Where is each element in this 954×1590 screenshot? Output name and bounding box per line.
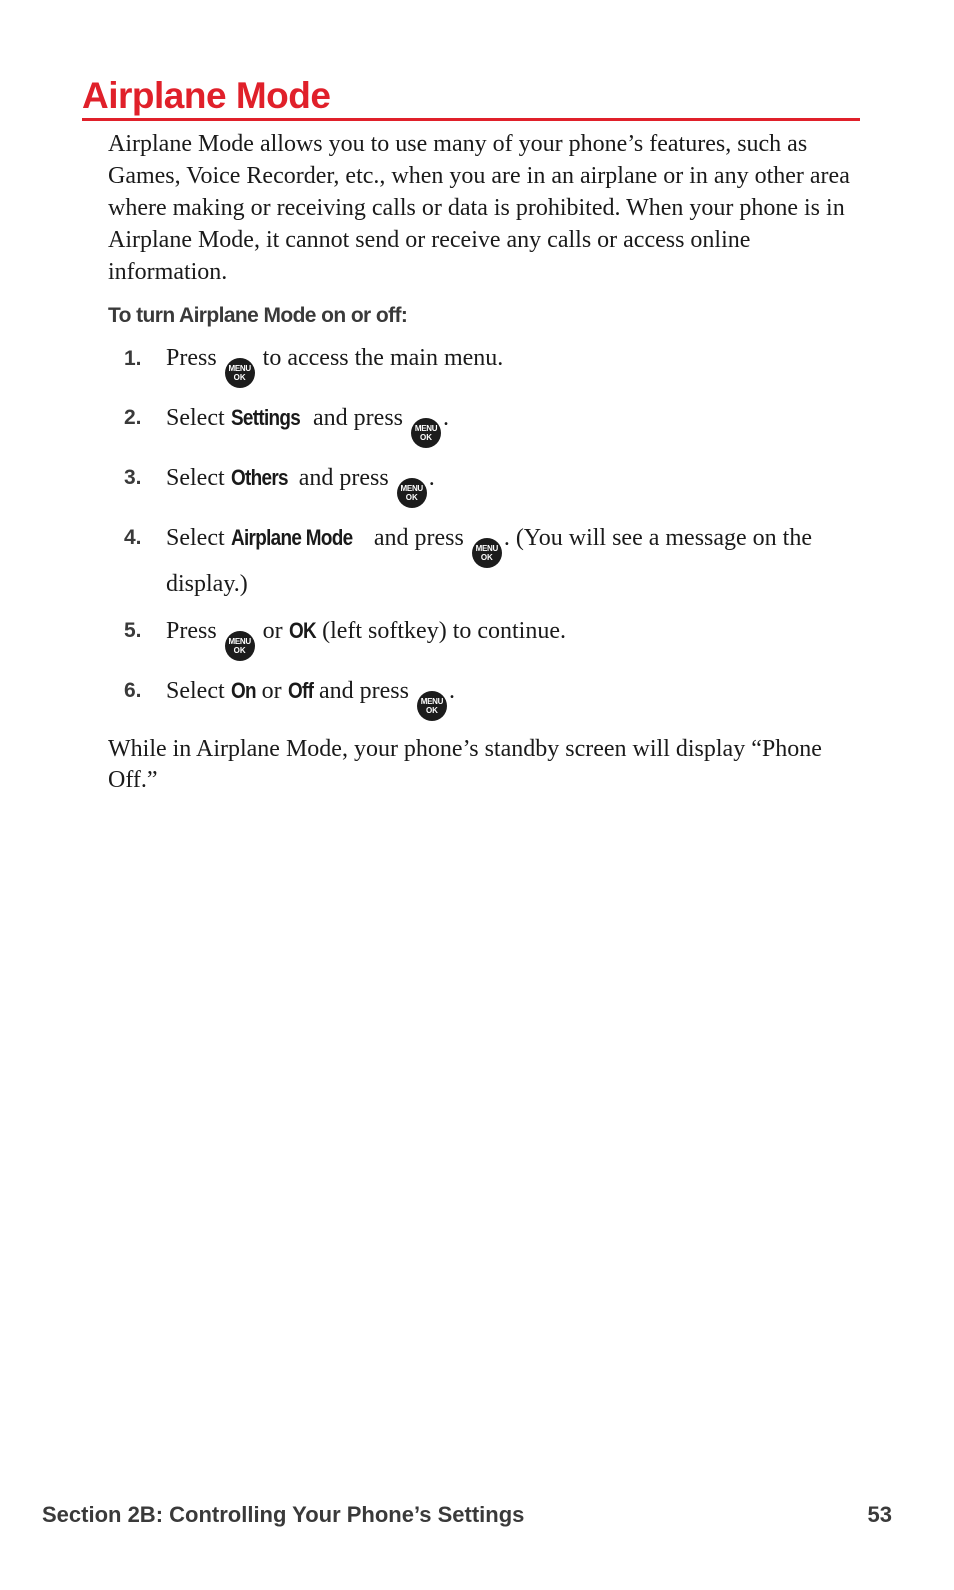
step-number: 3. <box>124 466 142 489</box>
page-content <box>108 128 860 796</box>
footer-section-title: Section 2B: Controlling Your Phone’s Settings <box>42 1502 525 1527</box>
step-text: Select <box>166 678 231 704</box>
step-6 <box>108 674 860 721</box>
softkey-ok: OK <box>288 618 316 643</box>
step-text: Select <box>166 405 231 431</box>
step-number: 5. <box>124 619 142 642</box>
step-number: 4. <box>124 526 142 549</box>
menu-ok-key-icon: MENU OK <box>397 478 427 508</box>
step-number: 1. <box>124 347 142 370</box>
step-text: Press <box>166 618 223 644</box>
step-text: Select <box>166 465 231 491</box>
menu-ok-key-icon: MENU OK <box>225 631 255 661</box>
step-text: to access the main menu. <box>256 345 504 371</box>
step-text: and press <box>367 525 470 551</box>
menu-ok-key-icon: MENU OK <box>225 358 255 388</box>
step-1 <box>108 342 860 388</box>
menu-option-off: Off <box>287 678 313 703</box>
step-text: and press <box>307 405 410 431</box>
instructions-heading: To turn Airplane Mode on or off: <box>108 304 408 327</box>
step-text: or <box>255 678 288 704</box>
menu-option-settings: Settings <box>230 405 300 430</box>
step-number: 6. <box>124 679 142 702</box>
step-text: Press <box>166 345 223 371</box>
step-text: (left softkey) to continue. <box>316 618 567 644</box>
page-title: Airplane Mode <box>82 75 331 116</box>
intro-paragraph: Airplane Mode allows you to use many of your phone’s features, such as Games, Voice Recorder, etc., when you are in an airplane or in any other area where making or receiving calls or data is prohibited. When your phone is in Airplane Mode, it cannot send or receive any calls or access online information. <box>108 131 850 285</box>
step-number: 2. <box>124 406 142 429</box>
steps-list <box>108 342 860 721</box>
step-text: and press <box>312 678 415 704</box>
menu-ok-key-icon: MENU OK <box>472 538 502 568</box>
step-text: . (You will see a message on the display.) <box>166 525 812 597</box>
closing-paragraph: While in Airplane Mode, your phone’s standby screen will display “Phone Off.” <box>108 736 822 793</box>
page-number: 53 <box>867 1502 892 1527</box>
step-text: . <box>448 678 455 704</box>
step-text: Select <box>166 525 231 551</box>
step-3 <box>108 461 860 508</box>
menu-ok-key-icon: MENU OK <box>411 418 441 448</box>
menu-option-on: On <box>230 678 256 703</box>
step-text: . <box>428 465 435 491</box>
step-text: or <box>256 618 289 644</box>
step-text: . <box>443 405 450 431</box>
menu-option-airplane-mode: Airplane Mode <box>230 525 353 550</box>
step-4 <box>108 521 860 601</box>
menu-option-others: Others <box>230 465 288 490</box>
menu-ok-key-icon: MENU OK <box>417 691 447 721</box>
step-5 <box>108 614 860 661</box>
title-divider <box>82 118 860 121</box>
step-text: and press <box>292 465 395 491</box>
step-2 <box>108 401 860 448</box>
